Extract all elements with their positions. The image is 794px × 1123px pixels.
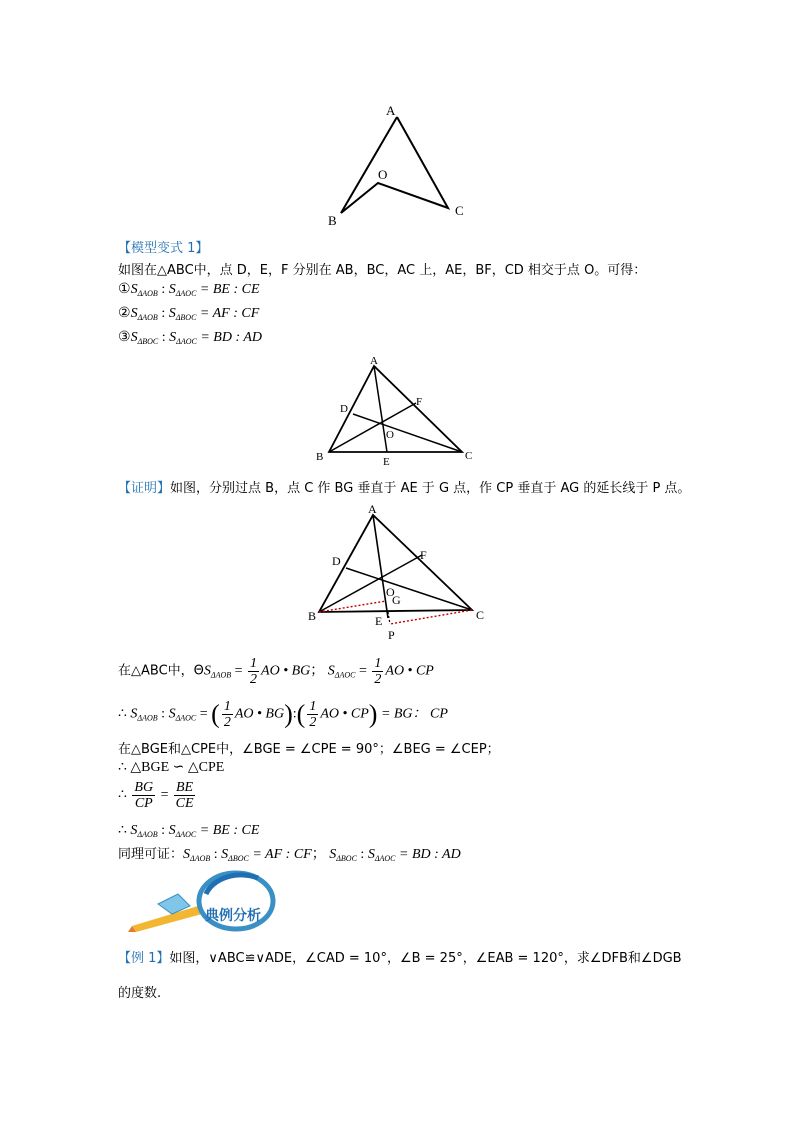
label-b: B (328, 213, 337, 228)
label-b: B (316, 451, 324, 463)
label-f: F (420, 548, 427, 562)
label-d: D (332, 554, 341, 568)
label-c: C (476, 608, 485, 622)
step-3: 在△BGE和△CPE中，∠BGE = ∠CPE = 90°；∠BEG = ∠CEP； (118, 742, 500, 757)
proof-line: 【证明】如图，分别过点 B，点 C 作 BG 垂直于 AE 于 G 点，作 CP 垂直于 AG 的延长线于 P 点。 (118, 481, 691, 496)
label-o: O (378, 167, 388, 182)
label-p: P (388, 628, 395, 642)
label-g: G (392, 593, 401, 607)
figure-3 (300, 500, 500, 645)
label-c: C (455, 203, 464, 218)
label-d: D (340, 403, 348, 415)
label-e: E (375, 614, 383, 628)
step-6: ∴ $S_{\Delta AOB}$ : $S_{\Delta AOC}$ = BE : CE (118, 823, 260, 839)
label-a: A (370, 355, 378, 367)
variant-item-2: $②S_{\Delta AOB}$ : $S_{\Delta BOC}$ = AF : CF (118, 306, 260, 322)
example-1-cont: 的度数. (118, 986, 162, 1001)
label-f: F (416, 396, 423, 408)
label-a: A (368, 502, 377, 516)
step-5: ∴ $\frac{BG}{CP}$ = $\frac{BE}{CE}$ (118, 780, 194, 811)
figure-2 (310, 352, 490, 470)
step-4: ∴ △BGE ∽ △CPE (118, 760, 225, 775)
variant-item-1: $①S_{\Delta AOB}$ : $S_{\Delta AOC}$ = BE : CE (118, 282, 260, 298)
variant-item-3: $③S_{\Delta BOC}$ : $S_{\Delta AOC}$ = BD : AD (118, 330, 263, 346)
label-o: O (386, 429, 394, 441)
label-a: A (386, 103, 396, 118)
label-b: B (308, 609, 317, 623)
label-o: O (386, 585, 395, 599)
step-2: ∴ $S_{\Delta AOB}$ : $S_{\Delta AOC}$ = ( $\frac{1}{2}$ AO • BG):( $\frac{1}{2}$ AO • CP) = BG： CP (118, 699, 448, 730)
label-e: E (383, 456, 390, 468)
banner-label: 典例分析 (205, 908, 261, 924)
step-7: 同理可证：$S_{\Delta AOB}$ : $S_{\Delta BOC}$ = AF : CF； $S_{\Delta BOC}$ : $S_{\Delta AOC}$ = BD : AD (118, 847, 461, 863)
label-c: C (465, 450, 473, 462)
variant-heading: 【模型变式 1】 (118, 241, 209, 256)
figure-1 (320, 95, 480, 230)
example-1: 【例 1】如图，∨ABC≌∨ADE，∠CAD = 10°，∠B = 25°，∠EAB = 120°，求∠DFB和∠DGB (118, 951, 682, 966)
variant-intro: 如图在△ABC中，点 D，E，F 分别在 AB，BC，AC 上，AE，BF，CD 相交于点 O。可得： (118, 263, 647, 278)
step-1: 在△ABC中，$\Theta S_{\Delta AOB}$ = $\frac{1}{2}$ AO • BG； $S_{\Delta AOC}$ = $\frac{1}{2}$ AO • CP (118, 656, 434, 687)
